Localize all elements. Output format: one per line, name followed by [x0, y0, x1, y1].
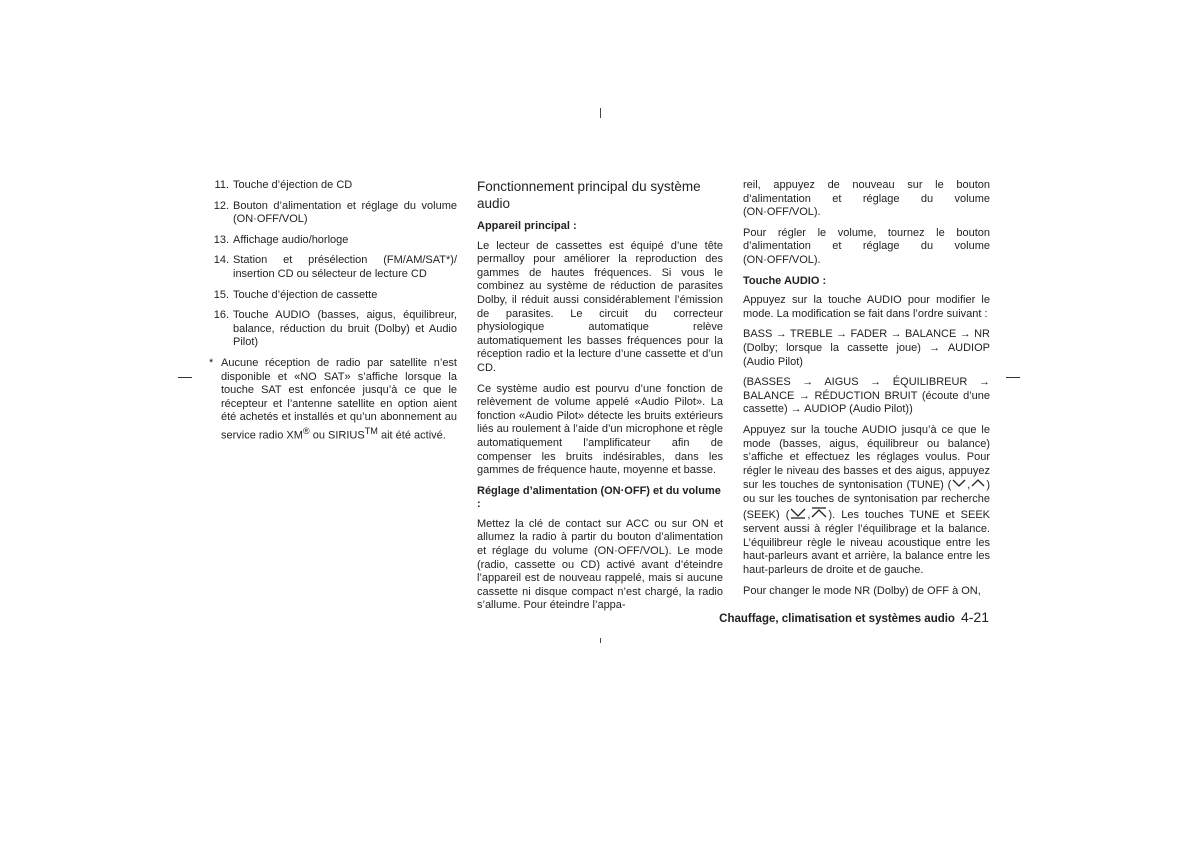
- chevron-down-icon: [951, 478, 967, 493]
- right-crop-mark: [1006, 377, 1020, 378]
- list-item: 13. Affichage audio/horloge: [213, 233, 349, 246]
- footer-section-title: Chauffage, climatisation et systèmes audio: [719, 613, 955, 625]
- subheading-main-unit: Appareil principal :: [477, 220, 577, 232]
- list-item: 12. Bouton d’alimentation et réglage du volume (ON·OFF/VOL): [213, 199, 457, 226]
- page-number: 4-21: [960, 609, 989, 625]
- column-1: [209, 179, 457, 443]
- list-item: 11. Touche d’éjection de CD: [214, 179, 353, 191]
- subheading-audio-button: Touche AUDIO :: [743, 274, 827, 287]
- left-crop-mark: [178, 377, 192, 378]
- paragraph: Pour changer le mode NR (Dolby) de OFF à ON,: [743, 584, 981, 597]
- section-heading: Fonctionnement principal du système audio: [477, 179, 701, 211]
- list-item: 16. Touche AUDIO (basses, aigus, équilibreur, balance, réduction du bruit (Dolby) et Audio Pilot): [213, 309, 457, 349]
- paragraph: (BASSES → AIGUS → ÉQUILIBREUR → BALANCE → RÉDUCTION BRUIT (écoute d’une cassette) → AUDIOP (Audio Pilot)): [743, 376, 990, 416]
- page-footer: [719, 609, 989, 625]
- paragraph: Le lecteur de cassettes est équipé d’une tête permalloy pour améliorer la reproduction des gammes de hautes fréquences. Si vous le combinez au système de réduction de parasites Dolby, il réduit aussi considérablement l’émission de parasites. Le circuit du correcteur physiologique automatique relève automatiquement les basses fréquences pour la réception radio et la lecture d’une cassette et d’un CD.: [477, 239, 723, 374]
- paragraph: reil, appuyez de nouveau sur le bouton d’alimentation et réglage du volume (ON·OFF/VOL).: [743, 179, 990, 219]
- paragraph: Mettez la clé de contact sur ACC ou sur ON et allumez la radio à partir du bouton d’alimentation et réglage du volume (ON·OFF/VOL). Le mode (radio, cassette ou CD) activé avant d’éteindre l’appareil est de nouveau rappelé, mais si aucune cassette ni disque compact n’est chargé, la radio s’allume. Pour éteindre l’appa-: [477, 517, 723, 612]
- paragraph: Ce système audio est pourvu d’une fonction de relèvement de volume appelé «Audio Pilot». La fonction «Audio Pilot» détecte les bruits extérieurs liés au roulement à l’aide d’un microphone et règle automatiquement l’amplificateur afin de compenser les bruits indésirables, dans les gammes de fréquence haute, moyenne et basse.: [477, 382, 723, 477]
- column-2: [477, 178, 723, 620]
- subheading-power-volume: Réglage d’alimentation (ON·OFF) et du volume :: [477, 484, 721, 511]
- top-crop-mark: [600, 108, 601, 118]
- paragraph: Appuyez sur la touche AUDIO jusqu’à ce que le mode (basses, aigus, équilibreur ou balance) s’affiche et effectuez les réglages voulus. Pour régler le niveau des basses et des aigus, appuyez sur les touches de syntonisation (TUNE) ( , ) ou sur les touches de syntonisation par recherche (SEEK) ( , ). Les touches TUNE et SEEK servent aussi à régler l’équilibrage et la balance. L’équilibreur règle le niveau acoustique entre les haut-parleurs avant et arrière, la balance entre les haut-parleurs de droite et de gauche.: [743, 423, 990, 577]
- column-3: [743, 179, 990, 605]
- list-item: 15. Touche d’éjection de cassette: [213, 288, 378, 301]
- paragraph: BASS → TREBLE → FADER → BALANCE → NR (Dolby; lorsque la cassette joue) → AUDIOP (Audio Pilot): [743, 328, 990, 368]
- chevron-up-icon: [970, 478, 986, 493]
- paragraph: Appuyez sur la touche AUDIO pour modifier le mode. La modification se fait dans l’ordre suivant :: [743, 294, 990, 320]
- footnote: * Aucune réception de radio par satellite n’est disponible et «NO SAT» s’affiche lorsque la touche SAT est enfoncée jusqu’à ce que le récepteur et l’antenne satellite en option aient été achetés et installés et qu’un abonnement au service radio XM® ou SIRIUS™ ait été activé.: [209, 356, 457, 442]
- seek-down-icon: [789, 507, 807, 524]
- list-item: 14. Station et présélection (FM/AM/SAT*)/ insertion CD ou sélecteur de lecture CD: [213, 254, 457, 280]
- seek-up-icon: [810, 507, 828, 524]
- paragraph: Pour régler le volume, tournez le bouton d’alimentation et réglage du volume (ON·OFF/VOL).: [743, 226, 990, 266]
- footnote-marker: *: [209, 356, 214, 369]
- bottom-crop-mark: [600, 638, 601, 643]
